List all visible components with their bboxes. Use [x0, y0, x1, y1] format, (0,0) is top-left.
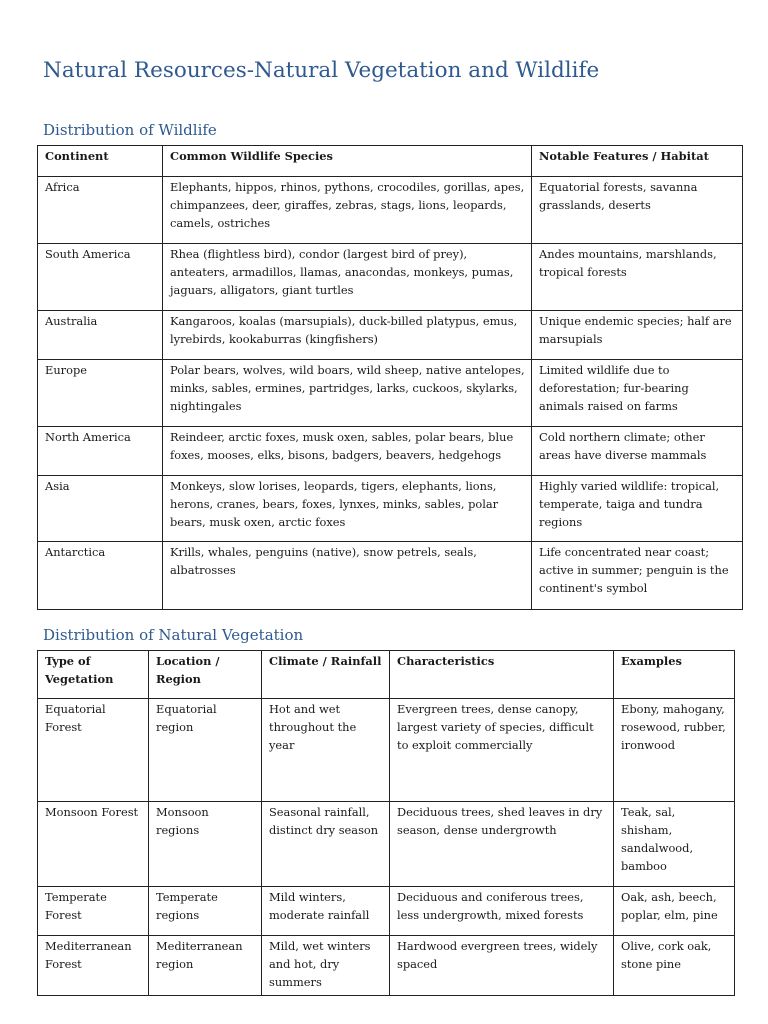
species-cell: Reindeer, arctic foxes, musk oxen, sables, polar bears, blue foxes, mooses, elks, bisons, badgers, beavers, hedgehogs [163, 427, 532, 476]
habitat-cell: Limited wildlife due to deforestation; fur-bearing animals raised on farms [532, 360, 743, 427]
column-header: Examples [614, 651, 735, 699]
table-row [38, 311, 743, 360]
table-row [38, 476, 743, 542]
vegetation-table [37, 650, 735, 996]
location-cell: Mediterranean region [149, 936, 262, 996]
column-header: Continent [38, 146, 163, 177]
vegetation-type-cell: Monsoon Forest [38, 802, 149, 887]
climate-cell: Seasonal rainfall, distinct dry season [262, 802, 390, 887]
climate-cell: Hot and wet throughout the year [262, 699, 390, 802]
table-row [38, 360, 743, 427]
location-cell: Equatorial region [149, 699, 262, 802]
species-cell: Polar bears, wolves, wild boars, wild sheep, native antelopes, minks, sables, ermines, partridges, larks, cuckoos, skylarks, nightingales [163, 360, 532, 427]
characteristics-cell: Deciduous trees, shed leaves in dry season, dense undergrowth [390, 802, 614, 887]
table-row [38, 936, 735, 996]
species-cell: Kangaroos, koalas (marsupials), duck-billed platypus, emus, lyrebirds, kookaburras (kingfishers) [163, 311, 532, 360]
column-header: Common Wildlife Species [163, 146, 532, 177]
species-cell: Krills, whales, penguins (native), snow petrels, seals, albatrosses [163, 542, 532, 610]
column-header: Location / Region [149, 651, 262, 699]
habitat-cell: Cold northern climate; other areas have diverse mammals [532, 427, 743, 476]
habitat-cell: Unique endemic species; half are marsupials [532, 311, 743, 360]
climate-cell: Mild winters, moderate rainfall [262, 887, 390, 936]
column-header: Climate / Rainfall [262, 651, 390, 699]
column-header: Type of Vegetation [38, 651, 149, 699]
habitat-cell: Equatorial forests, savanna grasslands, deserts [532, 177, 743, 244]
page-title: Natural Resources-Natural Vegetation and Wildlife [43, 58, 600, 83]
continent-cell: North America [38, 427, 163, 476]
characteristics-cell: Hardwood evergreen trees, widely spaced [390, 936, 614, 996]
continent-cell: Asia [38, 476, 163, 542]
characteristics-cell: Evergreen trees, dense canopy, largest variety of species, difficult to exploit commercially [390, 699, 614, 802]
species-cell: Rhea (flightless bird), condor (largest bird of prey), anteaters, armadillos, llamas, anacondas, monkeys, pumas, jaguars, alligators, giant turtles [163, 244, 532, 311]
continent-cell: Antarctica [38, 542, 163, 610]
vegetation-type-cell: Temperate Forest [38, 887, 149, 936]
vegetation-type-cell: Mediterranean Forest [38, 936, 149, 996]
table-row [38, 542, 743, 610]
wildlife-table [37, 145, 743, 610]
species-cell: Monkeys, slow lorises, leopards, tigers, elephants, lions, herons, cranes, bears, foxes, lynxes, minks, sables, polar bears, musk oxen, arctic foxes [163, 476, 532, 542]
examples-cell: Olive, cork oak, stone pine [614, 936, 735, 996]
table-row [38, 802, 735, 887]
vegetation-type-cell: Equatorial Forest [38, 699, 149, 802]
table-row [38, 427, 743, 476]
examples-cell: Ebony, mahogany, rosewood, rubber, ironwood [614, 699, 735, 802]
location-cell: Temperate regions [149, 887, 262, 936]
column-header: Characteristics [390, 651, 614, 699]
habitat-cell: Andes mountains, marshlands, tropical forests [532, 244, 743, 311]
table-row [38, 699, 735, 802]
continent-cell: Africa [38, 177, 163, 244]
examples-cell: Teak, sal, shisham, sandalwood, bamboo [614, 802, 735, 887]
habitat-cell: Highly varied wildlife: tropical, temperate, taiga and tundra regions [532, 476, 743, 542]
characteristics-cell: Deciduous and coniferous trees, less undergrowth, mixed forests [390, 887, 614, 936]
vegetation-heading: Distribution of Natural Vegetation [43, 626, 304, 644]
table-row [38, 887, 735, 936]
continent-cell: Europe [38, 360, 163, 427]
examples-cell: Oak, ash, beech, poplar, elm, pine [614, 887, 735, 936]
column-header: Notable Features / Habitat [532, 146, 743, 177]
habitat-cell: Life concentrated near coast; active in summer; penguin is the continent's symbol [532, 542, 743, 610]
location-cell: Monsoon regions [149, 802, 262, 887]
table-row [38, 244, 743, 311]
table-header-row [38, 146, 743, 177]
continent-cell: South America [38, 244, 163, 311]
continent-cell: Australia [38, 311, 163, 360]
table-header-row [38, 651, 735, 699]
table-row [38, 177, 743, 244]
wildlife-heading: Distribution of Wildlife [43, 121, 217, 139]
species-cell: Elephants, hippos, rhinos, pythons, crocodiles, gorillas, apes, chimpanzees, deer, giraffes, zebras, stags, lions, leopards, camels, ostriches [163, 177, 532, 244]
climate-cell: Mild, wet winters and hot, dry summers [262, 936, 390, 996]
